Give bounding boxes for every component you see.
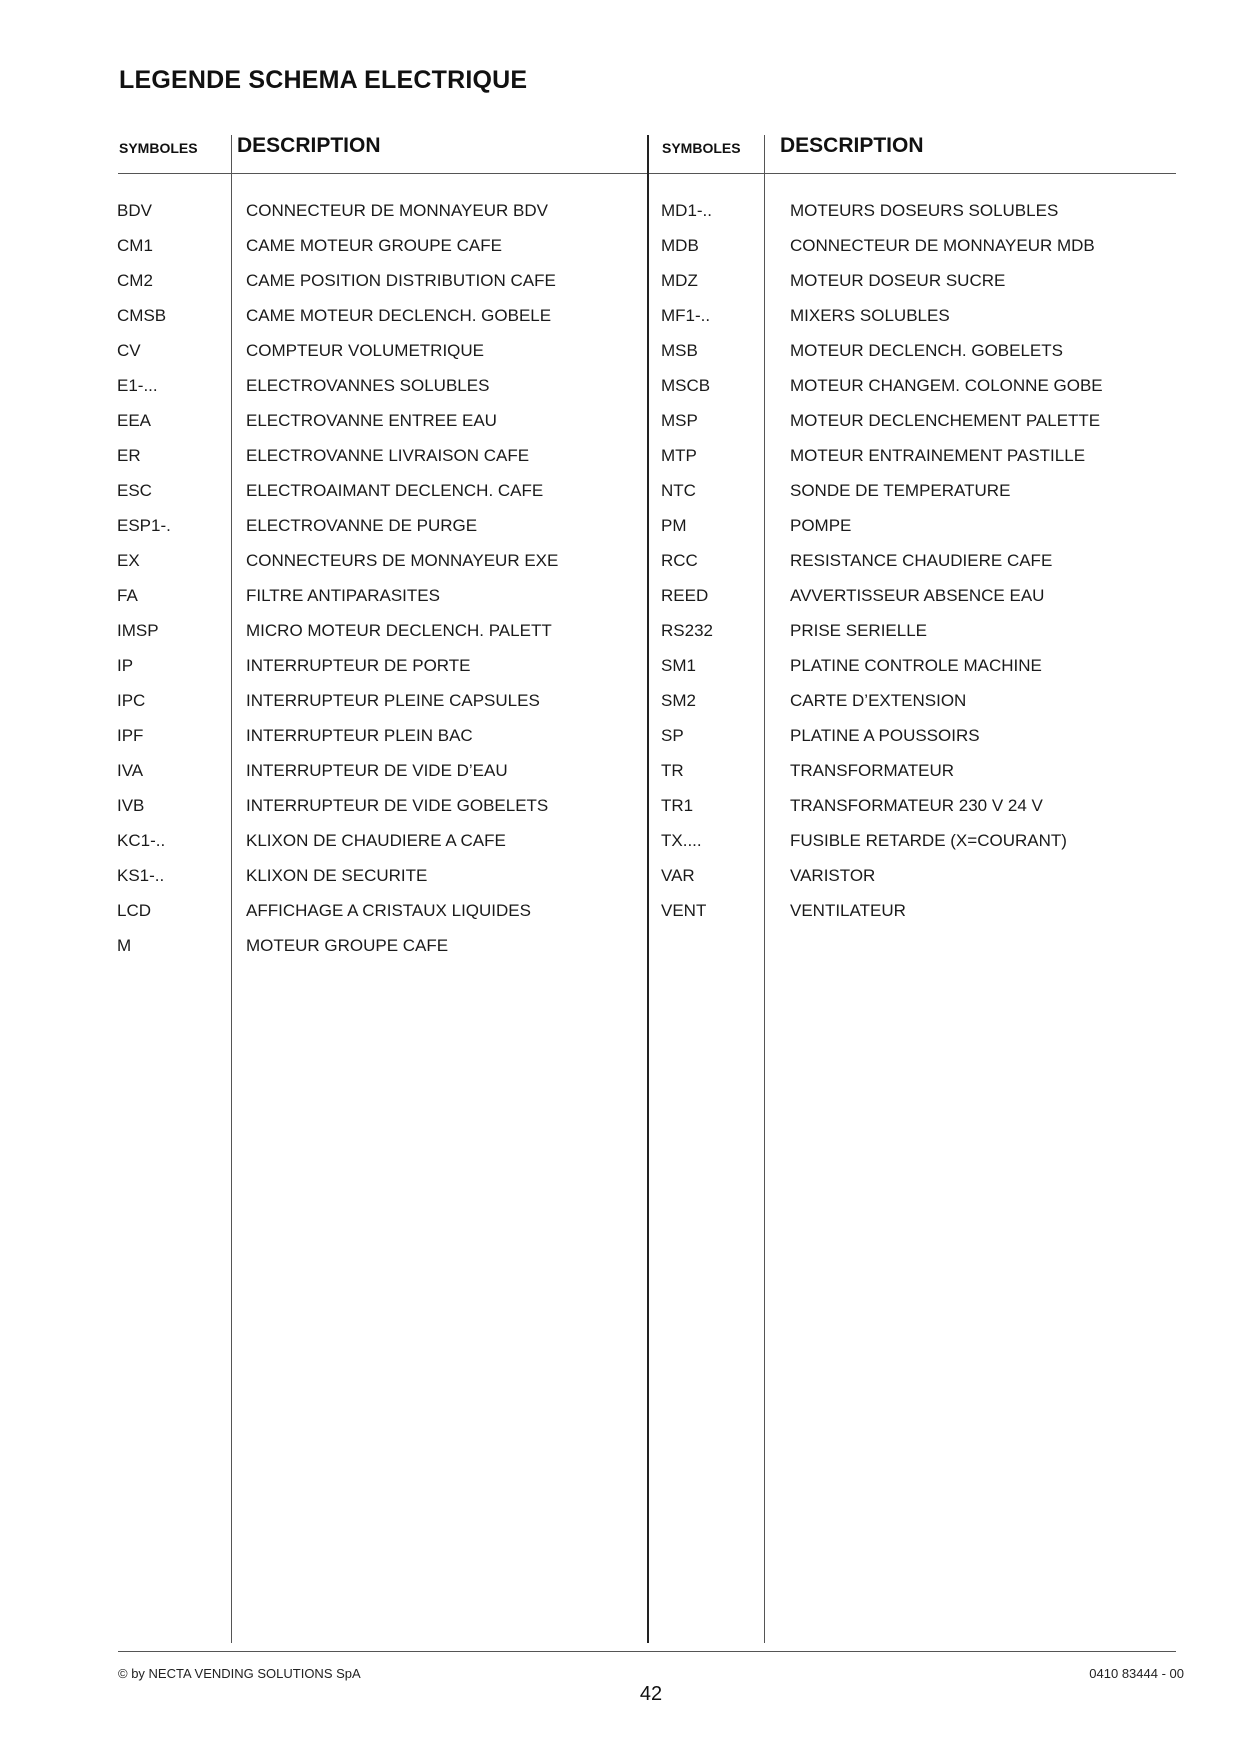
legend-row — [0, 200, 1240, 235]
legend-symbol: NTC — [661, 481, 696, 500]
legend-description: SONDE DE TEMPERATURE — [790, 481, 1011, 500]
legend-row — [0, 340, 1240, 375]
legend-symbol: VAR — [661, 866, 695, 885]
legend-symbol: MDZ — [661, 271, 698, 290]
legend-description: CAME MOTEUR DECLENCH. GOBELE — [246, 306, 552, 325]
legend-description: TRANSFORMATEUR — [790, 761, 955, 780]
legend-row — [0, 410, 1240, 445]
legend-symbol: ER — [117, 446, 141, 465]
symbols-header-right: SYMBOLES — [662, 140, 741, 156]
legend-description: INTERRUPTEUR DE VIDE GOBELETS — [246, 796, 549, 815]
legend-symbol: TX.... — [661, 831, 702, 850]
legend-description: ELECTROVANNE DE PURGE — [246, 516, 478, 535]
legend-symbol: MD1-.. — [661, 201, 712, 220]
symbols-header-left: SYMBOLES — [119, 140, 198, 156]
legend-description: KLIXON DE SECURITE — [246, 866, 428, 885]
legend-symbol: SM2 — [661, 691, 696, 710]
legend-row — [0, 865, 1240, 900]
legend-description: MOTEURS DOSEURS SOLUBLES — [790, 201, 1059, 220]
legend-symbol: SM1 — [661, 656, 696, 675]
legend-symbol: MF1-.. — [661, 306, 711, 325]
legend-row — [0, 935, 640, 970]
legend-list-right — [0, 200, 1240, 935]
legend-description: MICRO MOTEUR DECLENCH. PALETT — [246, 621, 552, 640]
legend-description: AFFICHAGE A CRISTAUX LIQUIDES — [246, 901, 531, 920]
legend-description: COMPTEUR VOLUMETRIQUE — [246, 341, 485, 360]
legend-row — [0, 830, 1240, 865]
legend-symbol: TR1 — [661, 796, 694, 815]
page-number: 42 — [639, 1683, 663, 1705]
legend-symbol: RS232 — [661, 621, 713, 640]
legend-symbol: CM1 — [117, 236, 153, 255]
legend-description: KLIXON DE CHAUDIERE A CAFE — [246, 831, 506, 850]
legend-symbol: CV — [117, 341, 141, 360]
description-header-right: DESCRIPTION — [780, 134, 924, 157]
legend-symbol: CM2 — [117, 271, 153, 290]
legend-row — [0, 620, 1240, 655]
legend-row — [0, 515, 1240, 550]
legend-symbol: MSCB — [661, 376, 711, 395]
legend-description: PLATINE CONTROLE MACHINE — [790, 656, 1042, 675]
legend-description: AVVERTISSEUR ABSENCE EAU — [790, 586, 1045, 605]
legend-symbol: LCD — [117, 901, 152, 920]
legend-row — [0, 480, 1240, 515]
legend-row — [0, 445, 1240, 480]
legend-symbol: VENT — [661, 901, 707, 920]
legend-row — [0, 235, 1240, 270]
legend-description: PLATINE A POUSSOIRS — [790, 726, 980, 745]
legend-description: ELECTROVANNE ENTREE EAU — [246, 411, 497, 430]
legend-description: INTERRUPTEUR DE VIDE D’EAU — [246, 761, 508, 780]
legend-description: CONNECTEUR DE MONNAYEUR MDB — [790, 236, 1095, 255]
legend-description: FUSIBLE RETARDE (X=COURANT) — [790, 831, 1067, 850]
legend-symbol: IPC — [117, 691, 146, 710]
legend-symbol: CMSB — [117, 306, 167, 325]
legend-symbol: IMSP — [117, 621, 159, 640]
legend-description: MOTEUR DOSEUR SUCRE — [790, 271, 1006, 290]
legend-description: CONNECTEURS DE MONNAYEUR EXE — [246, 551, 559, 570]
legend-description: MOTEUR DECLENCH. GOBELETS — [790, 341, 1063, 360]
legend-row — [0, 270, 1240, 305]
legend-description: INTERRUPTEUR PLEINE CAPSULES — [246, 691, 540, 710]
legend-description: CONNECTEUR DE MONNAYEUR BDV — [246, 201, 548, 220]
legend-symbol: KC1-.. — [117, 831, 166, 850]
legend-symbol: MSP — [661, 411, 698, 430]
legend-description: INTERRUPTEUR PLEIN BAC — [246, 726, 473, 745]
legend-description: INTERRUPTEUR DE PORTE — [246, 656, 471, 675]
legend-row — [0, 795, 1240, 830]
legend-description: ELECTROAIMANT DECLENCH. CAFE — [246, 481, 544, 500]
legend-symbol: IVA — [117, 761, 144, 780]
legend-row — [0, 550, 1240, 585]
copyright-notice: © by NECTA VENDING SOLUTIONS SpA — [118, 1666, 361, 1681]
legend-symbol: M — [117, 936, 132, 955]
legend-symbol: TR — [661, 761, 684, 780]
legend-symbol: RCC — [661, 551, 698, 570]
legend-description: MOTEUR DECLENCHEMENT PALETTE — [790, 411, 1101, 430]
legend-symbol: ESC — [117, 481, 152, 500]
legend-description: PRISE SERIELLE — [790, 621, 928, 640]
legend-description: MOTEUR ENTRAINEMENT PASTILLE — [790, 446, 1086, 465]
legend-row — [0, 305, 1240, 340]
legend-description: MOTEUR GROUPE CAFE — [246, 936, 449, 955]
legend-row — [0, 760, 1240, 795]
page-title: LEGENDE SCHEMA ELECTRIQUE — [119, 66, 528, 94]
legend-description: CAME MOTEUR GROUPE CAFE — [246, 236, 502, 255]
legend-row — [0, 690, 1240, 725]
legend-description: CARTE D’EXTENSION — [790, 691, 967, 710]
legend-description: MOTEUR CHANGEM. COLONNE GOBE — [790, 376, 1103, 395]
legend-description: RESISTANCE CHAUDIERE CAFE — [790, 551, 1053, 570]
legend-description: MIXERS SOLUBLES — [790, 306, 950, 325]
legend-description: POMPE — [790, 516, 852, 535]
legend-row — [0, 585, 1240, 620]
legend-row — [0, 655, 1240, 690]
legend-symbol: MDB — [661, 236, 699, 255]
legend-description: VENTILATEUR — [790, 901, 906, 920]
legend-symbol: EX — [117, 551, 140, 570]
legend-symbol: IP — [117, 656, 134, 675]
legend-description: VARISTOR — [790, 866, 876, 885]
legend-symbol: KS1-.. — [117, 866, 165, 885]
legend-symbol: MTP — [661, 446, 697, 465]
legend-description: ELECTROVANNES SOLUBLES — [246, 376, 490, 395]
legend-symbol: ESP1-. — [117, 516, 171, 535]
legend-symbol: EEA — [117, 411, 152, 430]
legend-description: ELECTROVANNE LIVRAISON CAFE — [246, 446, 530, 465]
legend-symbol: IVB — [117, 796, 145, 815]
legend-symbol: BDV — [117, 201, 152, 220]
footer-divider — [118, 1651, 1176, 1652]
legend-symbol: FA — [117, 586, 138, 605]
legend-row — [0, 725, 1240, 760]
legend-description: TRANSFORMATEUR 230 V 24 V — [790, 796, 1043, 815]
legend-symbol: SP — [661, 726, 684, 745]
legend-symbol: MSB — [661, 341, 698, 360]
legend-row — [0, 900, 1240, 935]
description-header-left: DESCRIPTION — [237, 134, 381, 157]
legend-symbol: PM — [661, 516, 687, 535]
legend-symbol: REED — [661, 586, 709, 605]
legend-symbol: E1-... — [117, 376, 158, 395]
legend-description: FILTRE ANTIPARASITES — [246, 586, 440, 605]
legend-description: CAME POSITION DISTRIBUTION CAFE — [246, 271, 556, 290]
legend-symbol: IPF — [117, 726, 144, 745]
legend-row — [0, 375, 1240, 410]
document-code: 0410 83444 - 00 — [1089, 1666, 1184, 1681]
